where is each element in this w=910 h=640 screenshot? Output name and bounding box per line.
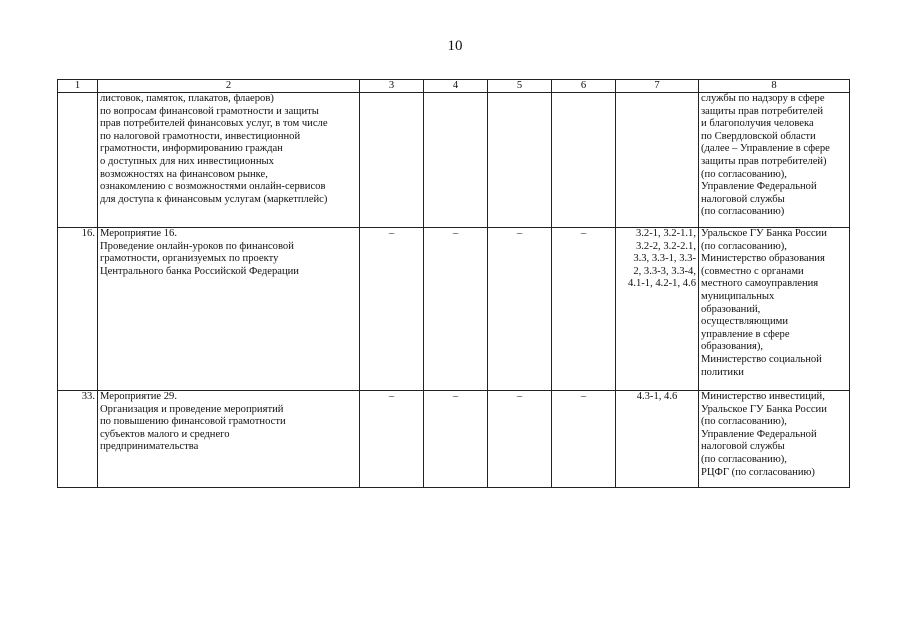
text-line: предпринимательства: [100, 441, 199, 453]
text-line: для доступа к финансовым услугам (маркетплейс): [100, 193, 328, 205]
page-number: 10: [447, 38, 463, 54]
text-line: образования),: [701, 341, 764, 353]
header-cell: 6: [552, 80, 616, 93]
text-line: (далее – Управление в сфере: [701, 143, 830, 155]
text-line: субъектов малого и среднего: [100, 428, 230, 440]
cell-col6: –: [552, 391, 616, 488]
table-row: [58, 93, 850, 228]
text-line: ознакомлению с возможностями онлайн-сервисов: [100, 181, 326, 193]
text-line: муниципальных: [701, 290, 775, 302]
responsible-executors: [699, 391, 850, 488]
row-number: 16.: [58, 228, 98, 391]
measure-description: [98, 228, 360, 391]
text-line: Управление Федеральной: [701, 428, 817, 440]
header-cell: 8: [699, 80, 850, 93]
measure-description: [98, 93, 360, 228]
header-cell: 4: [424, 80, 488, 93]
text-line: осуществляющими: [701, 316, 789, 328]
text-line: по повышению финансовой грамотности: [100, 416, 286, 428]
text-line: (по согласованию),: [701, 453, 787, 465]
text-line: (по согласованию): [701, 206, 785, 218]
text-line: по налоговой грамотности, инвестиционной: [100, 130, 301, 142]
text-line: Уральское ГУ Банка России: [701, 403, 827, 415]
text-line: (по согласованию),: [701, 416, 787, 428]
responsible-executors: [699, 93, 850, 228]
cell-col3: –: [360, 228, 424, 391]
text-line: управление в сфере: [701, 328, 790, 340]
text-line: 2, 3.3-3, 3.3-4,: [633, 265, 696, 277]
cell-col5: –: [488, 228, 552, 391]
text-line: грамотности, информированию граждан: [100, 143, 283, 155]
cell-col3: [360, 93, 424, 228]
cell-col5: [488, 93, 552, 228]
header-cell: 5: [488, 80, 552, 93]
text-line: по Свердловской области: [701, 130, 816, 142]
text-line: 4.3-1, 4.6: [636, 391, 678, 402]
indicator-codes: [616, 93, 699, 228]
cell-col6: [552, 93, 616, 228]
header-cell: 7: [616, 80, 699, 93]
text-line: Проведение онлайн-уроков по финансовой: [100, 240, 294, 252]
text-line: Министерство инвестиций,: [701, 391, 825, 402]
row-number: [58, 93, 98, 228]
text-line: налоговой службы: [701, 441, 785, 453]
indicator-codes: [616, 391, 699, 488]
measures-table: [57, 79, 850, 488]
text-line: защиты прав потребителей: [701, 105, 824, 117]
text-line: прав потребителей финансовых услуг, в том числе: [100, 118, 328, 130]
table-row: [58, 228, 850, 391]
cell-col6: –: [552, 228, 616, 391]
header-cell: 3: [360, 80, 424, 93]
text-line: листовок, памяток, плакатов, флаеров): [100, 93, 274, 104]
text-line: РЦФГ (по согласованию): [701, 466, 815, 478]
text-line: по вопросам финансовой грамотности и защиты: [100, 105, 319, 117]
table-row: [58, 391, 850, 488]
header-cell: 2: [98, 80, 360, 93]
text-line: 3.3, 3.3-1, 3.3-: [633, 253, 696, 265]
text-line: Министерство социальной: [701, 353, 822, 365]
measure-description: [98, 391, 360, 488]
cell-col4: –: [424, 228, 488, 391]
text-line: Уральское ГУ Банка России: [701, 228, 827, 239]
text-line: и благополучия человека: [701, 118, 814, 130]
text-line: политики: [701, 366, 744, 378]
cell-col4: –: [424, 391, 488, 488]
text-line: о доступных для них инвестиционных: [100, 155, 274, 167]
text-line: (по согласованию),: [701, 168, 787, 180]
text-line: Управление Федеральной: [701, 181, 817, 193]
indicator-codes: [616, 228, 699, 391]
text-line: 3.2-2, 3.2-2.1,: [635, 240, 696, 252]
text-line: (по согласованию),: [701, 240, 787, 252]
text-line: местного самоуправления: [701, 278, 819, 290]
text-line: Организация и проведение мероприятий: [100, 403, 284, 415]
header-cell: 1: [58, 80, 98, 93]
text-line: Мероприятие 16.: [100, 228, 177, 239]
text-line: защиты прав потребителей): [701, 155, 827, 167]
responsible-executors: [699, 228, 850, 391]
cell-col4: [424, 93, 488, 228]
text-line: Мероприятие 29.: [100, 391, 177, 402]
row-number: 33.: [58, 391, 98, 488]
cell-col5: –: [488, 391, 552, 488]
header-row: [58, 80, 850, 93]
cell-col3: –: [360, 391, 424, 488]
text-line: Министерство образования: [701, 253, 825, 265]
text-line: (совместно с органами: [701, 265, 804, 277]
text-line: образований,: [701, 303, 761, 315]
text-line: возможностях на финансовом рынке,: [100, 168, 268, 180]
text-line: 3.2-1, 3.2-1.1,: [635, 228, 696, 239]
text-line: службы по надзору в сфере: [701, 93, 825, 104]
text-line: налоговой службы: [701, 193, 785, 205]
text-line: грамотности, организуемых по проекту: [100, 253, 279, 265]
text-line: 4.1-1, 4.2-1, 4.6: [628, 278, 696, 290]
text-line: Центрального банка Российской Федерации: [100, 265, 299, 277]
